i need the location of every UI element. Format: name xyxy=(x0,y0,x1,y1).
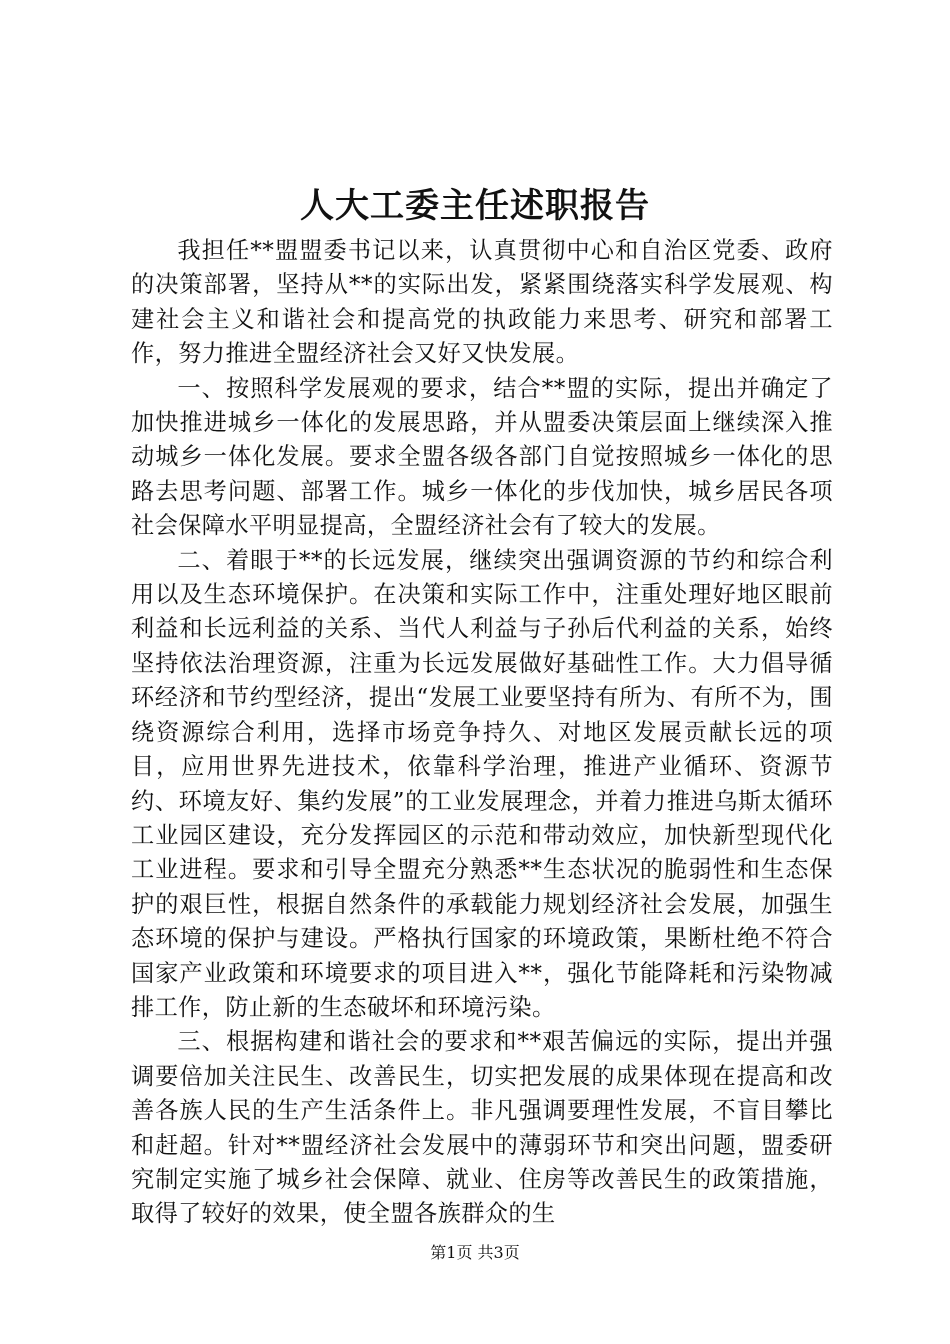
paragraph-section-3: 三、根据构建和谐社会的要求和**艰苦偏远的实际，提出并强调要倍加关注民生、改善民生，切实把发展的成果体现在提高和改善各族人民的生产生活条件上。非凡强调要理性发展，不盲目攀比和赶超。针对**盟经济社会发展中的薄弱环节和突出问题，盟委研究制定实施了城乡社会保障、就业、住房等改善民生的政策措施，取得了较好的效果，使全盟各族群众的生 xyxy=(131,1028,833,1228)
page-number-footer: 第1页 共3页 xyxy=(430,1243,520,1262)
paragraph-intro: 我担任**盟盟委书记以来，认真贯彻中心和自治区党委、政府的决策部署，坚持从**的实际出发，紧紧围绕落实科学发展观、构建社会主义和谐社会和提高党的执政能力来思考、研究和部署工作，努力推进全盟经济社会又好又快发展。 xyxy=(131,237,833,368)
paragraph-section-2: 二、着眼于**的长远发展，继续突出强调资源的节约和综合利用以及生态环境保护。在决策和实际工作中，注重处理好地区眼前利益和长远利益的关系、当代人利益与子孙后代利益的关系，始终坚持依法治理资源，注重为长远发展做好基础性工作。大力倡导循环经济和节约型经济，提出“发展工业要坚持有所为、有所不为，围绕资源综合利用，选择市场竞争持久、对地区发展贡献长远的项目，应用世界先进技术，依靠科学治理，推进产业循环、资源节约、环境友好、集约发展”的工业发展理念，并着力推进乌斯太循环工业园区建设，充分发挥园区的示范和带动效应，加快新型现代化工业进程。要求和引导全盟充分熟悉**生态状况的脆弱性和生态保护的艰巨性，根据自然条件的承载能力规划经济社会发展，加强生态环境的保护与建设。严格执行国家的环境政策，果断杜绝不符合国家产业政策和环境要求的项目进入**，强化节能降耗和污染物减排工作，防止新的生态破坏和环境污染。 xyxy=(131,546,833,1021)
document-body xyxy=(131,234,833,1232)
paragraph-section-1: 一、按照科学发展观的要求，结合**盟的实际，提出并确定了加快推进城乡一体化的发展思路，并从盟委决策层面上继续深入推动城乡一体化发展。要求全盟各级各部门自觉按照城乡一体化的思路去思考问题、部署工作。城乡一体化的步伐加快，城乡居民各项社会保障水平明显提高，全盟经济社会有了较大的发展。 xyxy=(131,374,833,540)
document-title: 人大工委主任述职报告 xyxy=(300,186,650,226)
